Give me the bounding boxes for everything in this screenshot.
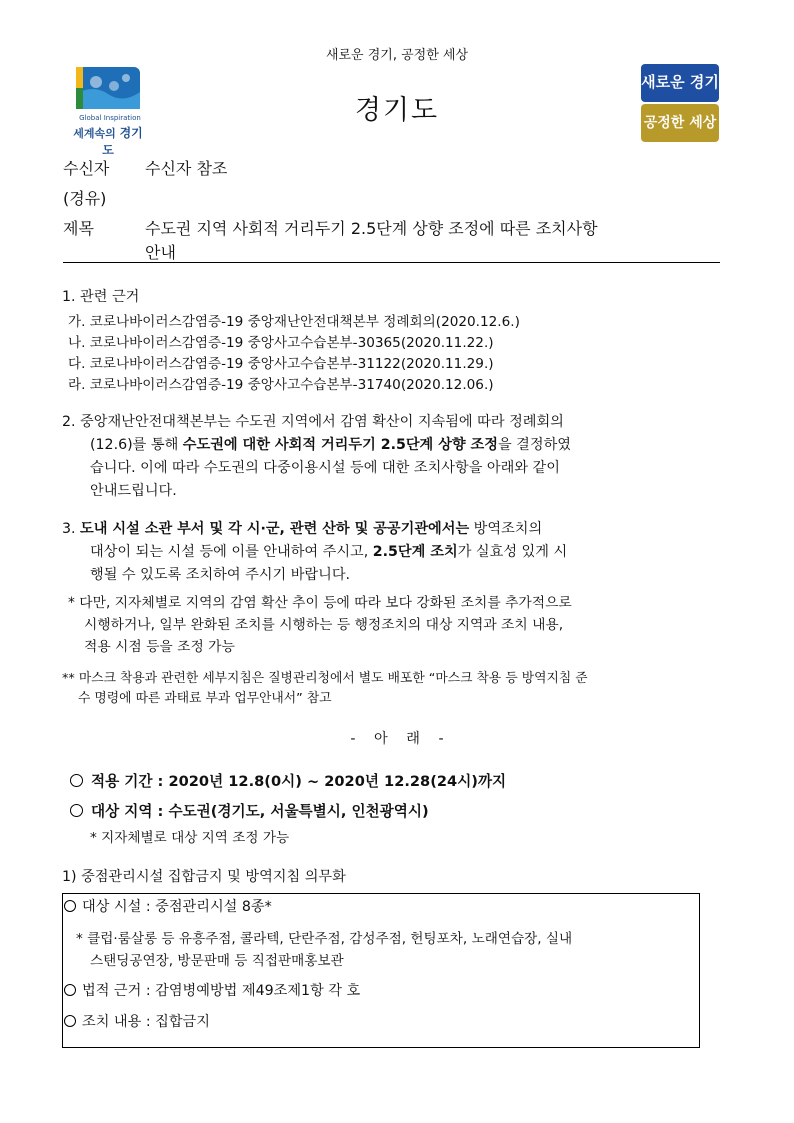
- section1-title: 1. 관련 근거: [62, 289, 140, 305]
- section1-item-2: 나. 코로나바이러스감염증-19 중앙사고수습본부-30365(2020.11.22.): [68, 335, 494, 351]
- subject-line-2: 안내: [145, 243, 176, 262]
- section2-line-2: [90, 434, 719, 457]
- section2-line-1: 2. 중앙재난안전대책본부는 수도권 지역에서 감염 확산이 지속됨에 따라 정례회의: [62, 414, 564, 430]
- section2-emphasis: 수도권에 대한 사회적 거리두기 2.5단계 상향 조정: [182, 437, 498, 453]
- section3-line-3: 행될 수 있도록 조치하여 주시기 바랍니다.: [90, 567, 351, 583]
- logo-caption-ko: [68, 124, 148, 158]
- logo-caption-a: 세계속의: [73, 127, 120, 140]
- below-marker: - 아 래 -: [350, 731, 444, 747]
- circle-bullet-icon: [70, 774, 83, 787]
- measure1-target-note-line-2: 스탠딩공연장, 방문판매 등 직접판매홍보관: [90, 953, 344, 969]
- section3-note1-line-2: 시행하거나, 일부 완화된 조치를 시행하는 등 행정조치의 대상 지역과 조치 내용,: [84, 617, 564, 633]
- section1-item-3: 다. 코로나바이러스감염증-19 중앙사고수습본부-31122(2020.11.29.): [68, 356, 494, 372]
- measure1-target: [64, 896, 272, 919]
- measure1-title: 1) 중점관리시설 집합금지 및 방역지침 의무화: [62, 869, 346, 885]
- slogan-logo: [641, 64, 719, 142]
- measure1-action-text: 조치 내용 : 집합금지: [82, 1014, 210, 1030]
- recipient-value: 수신자 참조: [145, 159, 228, 178]
- section2-line-2c: 을 결정하였: [497, 437, 572, 453]
- measure1-legal-basis: [64, 980, 360, 1003]
- circle-bullet-icon: [64, 1015, 76, 1027]
- section2-line-3: 습니다. 이에 따라 수도권의 다중이용시설 등에 대한 조치사항을 아래와 같이: [90, 460, 560, 476]
- section3-note2-line-1: ** 마스크 착용과 관련한 세부지침은 질병관리청에서 별도 배포한 “마스크 착용 등 방역지침 준: [62, 671, 588, 686]
- subject-label: 제목: [63, 219, 94, 238]
- circle-bullet-icon: [64, 984, 76, 996]
- application-period-text: 적용 기간 : 2020년 12.8(0시) ~ 2020년 12.28(24시)까지: [91, 773, 507, 790]
- section1-item-4: 라. 코로나바이러스감염증-19 중앙사고수습본부-31740(2020.12.06.): [68, 377, 494, 393]
- section3-emphasis-1: 도내 시설 소관 부서 및 각 시·군, 관련 산하 및 공공기관에서는: [80, 521, 470, 537]
- application-period: [70, 770, 506, 793]
- slogan-logo-line1: 새로운 경기: [641, 73, 719, 91]
- section3-note2-line-2: 수 명령에 따른 과태료 부과 업무안내서” 참고: [78, 691, 332, 706]
- subject-line-1: 수도권 지역 사회적 거리두기 2.5단계 상향 조정에 따른 조치사항: [145, 219, 598, 238]
- recipient-label: 수신자: [63, 159, 110, 178]
- section3-line-2c: 가 실효성 있게 시: [457, 544, 568, 560]
- via-label: (경유): [63, 189, 107, 208]
- slogan: 새로운 경기, 공정한 세상: [325, 48, 469, 63]
- target-region: [70, 800, 429, 823]
- section2-line-4: 안내드립니다.: [90, 483, 177, 499]
- section3-note1-line-3: 적용 시점 등을 조정 가능: [84, 639, 235, 655]
- section3-line-1: [62, 518, 719, 541]
- measure1-target-note-line-1: * 클럽·룸살롱 등 유흥주점, 콜라텍, 단란주점, 감성주점, 헌팅포차, 노래연습장, 실내: [76, 931, 573, 947]
- section3-note1-line-1: * 다만, 지자체별로 지역의 감염 확산 추이 등에 따라 보다 강화된 조치를 추가적으로: [68, 595, 572, 611]
- circle-bullet-icon: [64, 900, 76, 912]
- organization-name: 경기도: [354, 95, 440, 126]
- circle-bullet-icon: [70, 804, 83, 817]
- measure1-target-text: 대상 시설 : 중점관리시설 8종*: [82, 899, 272, 915]
- section1-item-1: 가. 코로나바이러스감염증-19 중앙재난안전대책본부 정례회의(2020.12.6.): [68, 314, 520, 330]
- section3-emphasis-2: 2.5단계 조치: [372, 544, 458, 560]
- logo-caption-en: Global Inspiration: [79, 114, 141, 122]
- section2-line-2a: (12.6)를 통해: [90, 437, 183, 453]
- slogan-logo-line2: 공정한 세상: [643, 115, 717, 131]
- measure1-action: [64, 1011, 210, 1034]
- section3-line-2a: 대상이 되는 시설 등에 이를 안내하여 주시고,: [90, 544, 373, 560]
- section3-line-1c: 방역조치의: [469, 521, 543, 537]
- target-region-text: 대상 지역 : 수도권(경기도, 서울특별시, 인천광역시): [91, 803, 429, 820]
- region-note: * 지자체별로 대상 지역 조정 가능: [90, 830, 290, 846]
- section3-line-2: [90, 541, 719, 564]
- measure1-legal-basis-text: 법적 근거 : 감염병예방법 제49조제1항 각 호: [82, 983, 361, 999]
- section3-number: 3.: [62, 521, 81, 537]
- header-divider: [63, 262, 720, 263]
- logo-caption-b: 경기도: [102, 126, 143, 157]
